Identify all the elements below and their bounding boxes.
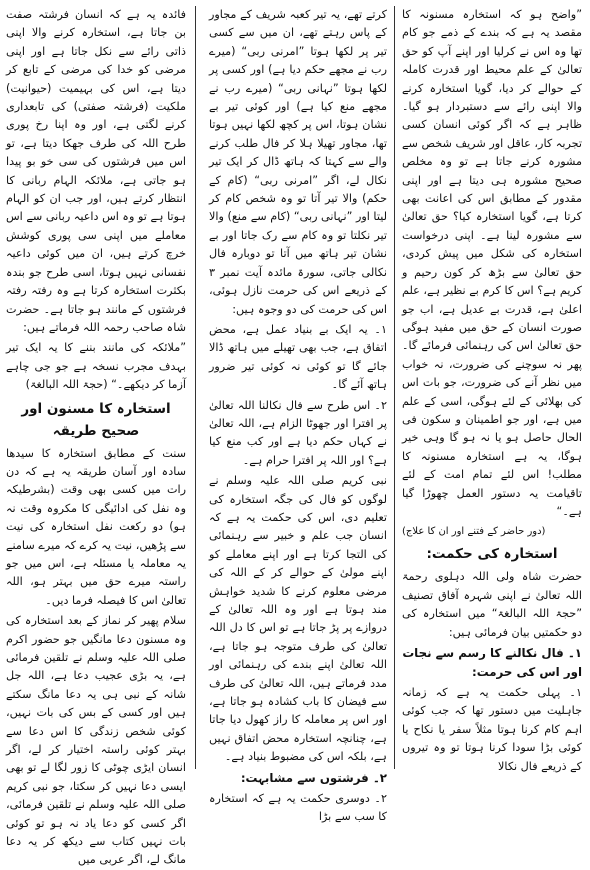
paragraph: حضرت شاہ ولی اللہ دہلوی رحمۃ اللہ تعالیٰ نے اپنی شہرہ آفاق تصنیف ”حجۃ اللہ البالغۃ“ میں استخارہ کی دو حکمتیں بیان فرمائی ہیں: <box>402 570 582 639</box>
paragraph: ”واضح ہو کہ استخارہ مسنونہ کا مقصد یہ ہے کہ بندے کے ذمے جو کام تھا وہ اس نے کرلیا اور اپنے آپ کو حق تعالیٰ کے علم محیط اور قدرت کاملہ کے حوالے کر دیا، گویا استخارہ کرنے والا اپنی رائے سے دستبردار ہو گیا۔ ظاہر ہے کہ اگر کوئی انسان کسی تجربہ کار، عاقل اور شریف شخص سے مشورہ کرنے جاتا ہے تو وہ مخلص صحیح مشورہ ہی دیتا ہے اور اپنی مقدور کے مطابق اس کی اعانت بھی کرتا ہے، گویا استخارہ کیا؟ حق تعالیٰ سے مشورہ لینا ہے۔ اپنی درخواست استخارہ کی شکل میں پیش کردی، حق تعالیٰ سے بڑھ کر کون رحیم و کریم ہے؟ اس کا کرم بے نظیر ہے، علم اعلیٰ ہے، قدرت بے عدیل ہے، اب جو صورت انسان کے حق میں مفید ہوگی حق تعالیٰ اس کی رہنمائی فرمائے گا۔ پھر نہ سوچنے کی ضرورت، نہ خواب میں نظر آنے کی ضرورت، جو بات اس کی بھلائی کے لئے ہوگی، اسی کے علم میں ہے، اور جو اطمینان و سکون فی الحال حاصل ہو یا نہ ہو گا وہی خیر ہوگا، یہ ہے استخارہ مسنونہ کا مطلب! اس لئے تمام امت کے لئے تاقیامت یہ دستور العمل چھوڑا گیا ہے۔“ <box>402 8 582 518</box>
section-heading: استخارہ کی حکمت: <box>426 546 558 563</box>
paragraph: ۲۔ دوسری حکمت یہ ہے کہ استخارہ کا سب سے بڑا <box>209 791 387 824</box>
section-heading: استخارہ کا مسنون اور صحیح طریقہ <box>21 400 171 439</box>
paragraph: سلام پھیر کر نماز کے بعد استخارہ کی وہ مسنون دعا مانگیں جو حضور اکرم صلی اللہ علیہ وسلم نے تلقین فرمائی ہے، یہ بڑی عجیب دعا ہے، اللہ جل شانہ کے نبی ہی یہ دعا مانگ سکتے ہیں اور کسی کے بس کی بات نہیں، کوئی شخص زندگی کا اس دعا سے بہتر کوئی راستہ اختیار کر لے، اگر انسان ایڑی چوٹی کا زور لگا لے تو بھی ایسی دعا نہیں کر سکتا، جو نبی کریم صلی اللہ علیہ وسلم نے تلقین فرمائی، اگر کسی کو دعا یاد نہ ہو تو کوئی بات نہیں کتاب سے دیکھ کر یہ دعا مانگ لے، اگر عربی میں <box>6 614 186 867</box>
column-divider <box>195 6 196 769</box>
quote-paragraph: ”ملائکہ کی مانند بننے کا یہ ایک تیر بہدف مجرب نسخہ ہے جو جی چاہے آزما کر دیکھے۔“ (حجۃ اللہ البالغۃ) <box>6 341 186 392</box>
paragraph: سنت کے مطابق استخارہ کا سیدھا سادہ اور آسان طریقہ یہ ہے کہ دن رات میں کسی بھی وقت (بشرطیکہ وہ نفل کی ادائیگی کا مکروہ وقت نہ ہو) دو رکعت نفل استخارہ کی نیت سے پڑھیں، نیت یہ کرے کہ میرے سامنے یہ معاملہ یا مسئلہ ہے، اس میں جو راستہ میرے حق میں بہتر ہو، اللہ تعالیٰ اس کا فیصلہ فرما دیں۔ <box>6 446 186 607</box>
column-right <box>402 6 582 771</box>
column-left <box>6 6 186 867</box>
paragraph: ۱۔ یہ ایک بے بنیاد عمل ہے، محض اتفاق ہے، جب بھی تھیلے میں ہاتھ ڈالا جائے گا تو کوئی نہ کوئی تیر ضرور ہاتھ آئے گا۔ <box>209 322 387 392</box>
source-note: (دور حاضر کے فتنے اور ان کا علاج) <box>402 526 546 538</box>
column-divider <box>394 6 395 769</box>
paragraph: نبی کریم صلی اللہ علیہ وسلم نے لوگوں کو فال کی جگہ استخارہ کی تعلیم دی، اس کی حکمت یہ ہے کہ انسان جب علم و خبیر سے رہنمائی کی التجا کرتا ہے اور اپنے معاملے کو اپنے مولیٰ کے حوالے کر کے اللہ کی مرضی معلوم کرنے کا شدید خواہش مند ہوتا ہے اور وہ اللہ تعالیٰ کے دروازے پر پڑ جاتا ہے تو اس کا دل اللہ تعالیٰ کی طرف متوجہ ہو جاتا ہے، اللہ تعالیٰ اپنے بندے کی رہنمائی اور مدد فرماتے ہیں، اللہ تعالیٰ کی طرف سے فیضان کا باب کشادہ ہو جاتا ہے، اور اس پر معاملہ کا راز کھول دیا جاتا ہے، چنانچہ استخارہ محض اتفاق نہیں ہے، بلکہ اس کی مضبوط بنیاد ہے۔ <box>209 474 387 764</box>
paragraph: فائدہ یہ ہے کہ انسان فرشتہ صفت بن جاتا ہے، استخارہ کرنے والا اپنی ذاتی رائے سے نکل جاتا ہے اور اپنی مرضی کو خدا کی مرضی کے تابع کر دیتا ہے، اس کی بہیمیت (حیوانیت) ملکیت (فرشتہ صفتی) کی تابعداری کرنے لگتی ہے، اور وہ اپنا رخ پوری طرح اللہ کی طرف جھکا دیتا ہے، تو اس میں فرشتوں کی سی خو بو پیدا ہو جاتی ہے، ملائکہ الہام ربانی کا انتظار کرتے ہیں، اور جب ان کو الہام ہوتا ہے تو وہ اس داعیہ ربانی سے اس معاملے میں اپنی سی پوری کوشش خرچ کرتے ہیں، ان میں کوئی داعیہ نفسانی نہیں ہوتا، اسی طرح جو بندہ بکثرت استخارہ کرتا ہے وہ رفتہ رفتہ فرشتوں کے مانند ہو جاتا ہے۔ حضرت شاہ صاحب رحمہ اللہ فرماتے ہیں: <box>6 8 186 334</box>
paragraph: کرتے تھے، یہ تیر کعبہ شریف کے مجاور کے پاس رہتے تھے، ان میں سے کسی تیر پر لکھا ہوتا ”امرنی ربی“ (میرے رب نے مجھے حکم دیا ہے) اور کسی پر لکھا ہوتا ”نہانی ربی“ (میرے رب نے مجھے منع کیا ہے) اور کوئی تیر بے نشان ہوتا، اس پر کچھ لکھا نہیں ہوتا تھا، مجاور تھیلا ہلا کر فال طلب کرنے والے سے کہتا کہ ہاتھ ڈال کر ایک تیر نکال لے، اگر ”امرنی ربی“ (کام کے حکم) والا تیر آتا تو وہ شخص کام کر لیتا اور ”نہانی ربی“ (کام سے منع) والا تیر نکلتا تو وہ کام سے رک جاتا اور بے نشان تیر ہاتھ میں آتا تو دوبارہ فال نکالی جاتی، سورۃ مائدہ آیت نمبر ۳ کے ذریعے اس کی حرمت نازل ہوئی، اس کی حرمت کی دو وجوہ ہیں: <box>209 8 387 316</box>
paragraph: ۱۔ پہلی حکمت یہ ہے کہ زمانہ جاہلیت میں دستور تھا کہ جب کوئی اہم کام کرنا ہوتا مثلاً سفر یا نکاح یا کوئی بڑا سودا کرنا ہوتا تو وہ تیروں کے ذریعے فال نکالا <box>402 686 582 773</box>
paragraph: ۲۔ اس طرح سے فال نکالنا اللہ تعالیٰ پر افترا اور جھوٹا الزام ہے، اللہ تعالیٰ نے کہاں حکم دیا ہے اور کب منع کیا ہے؟ اور اللہ پر افترا حرام ہے۔ <box>209 398 387 467</box>
subsection-heading: ۱۔ فال نکالنے کا رسم سے نجات اور اس کی حرمت: <box>402 646 582 679</box>
subsection-heading: ۲۔ فرشتوں سے مشابہت: <box>240 770 387 785</box>
column-middle <box>209 6 387 824</box>
